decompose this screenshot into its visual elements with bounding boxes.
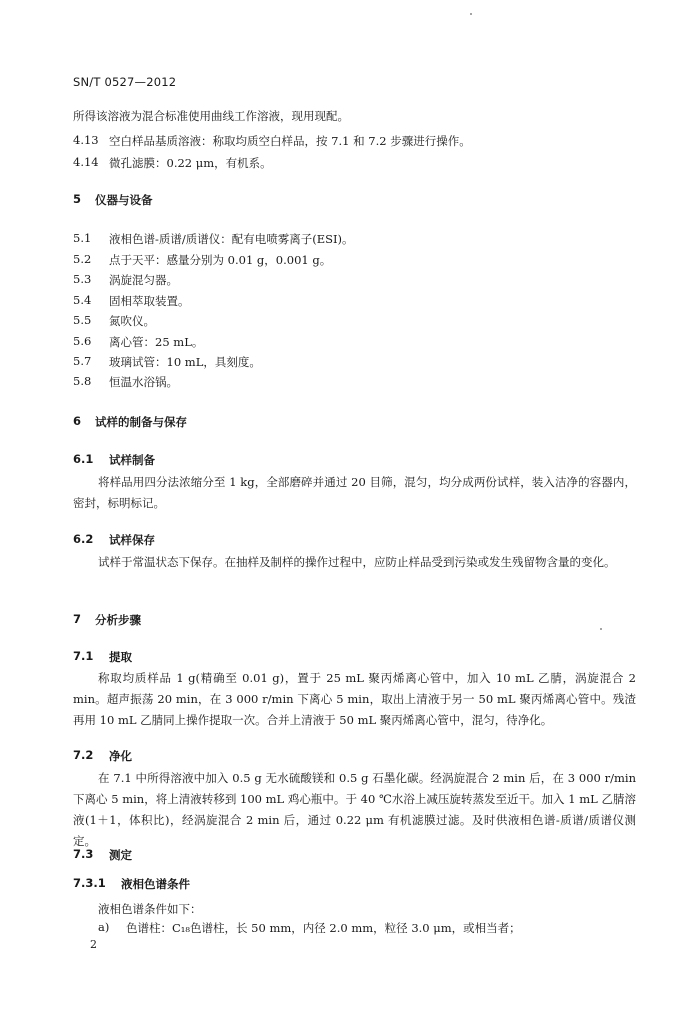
subsection-heading-7-3-1 bbox=[73, 876, 373, 892]
subsection-title: 提取 bbox=[109, 650, 132, 664]
subsection-heading-7-1 bbox=[73, 649, 373, 665]
paragraph-7-1: 称取均质样品 1 g(精确至 0.01 g)，置于 25 mL 聚丙烯离心管中，加入 10 mL 乙腈，涡旋混合 2 min。超声振荡 20 min，在 3 000 r/min 下离心 5 min，取出上清液于另一 50 mL 聚丙烯离心管中。残渣再用 10 mL 乙腈同上操作提取一次。合并上清液于 50 mL 聚丙烯离心管中，混匀，待净化。 bbox=[73, 671, 636, 727]
equipment-item-5-7 bbox=[73, 354, 633, 370]
section-heading-7 bbox=[73, 612, 373, 628]
list-marker: a) bbox=[98, 920, 110, 934]
equipment-item-5-4 bbox=[73, 293, 633, 309]
section-heading-6 bbox=[73, 414, 373, 430]
scan-speck bbox=[470, 13, 472, 15]
section-number: 6 bbox=[73, 414, 82, 428]
item-text: 离心管：25 mL。 bbox=[109, 335, 204, 349]
item-number: 5.5 bbox=[73, 313, 92, 327]
subsection-heading-6-1 bbox=[73, 452, 373, 468]
subsection-number: 6.2 bbox=[73, 532, 94, 546]
paragraph-7-2: 在 7.1 中所得溶液中加入 0.5 g 无水硫酸镁和 0.5 g 石墨化碳。经涡旋混合 2 min 后，在 3 000 r/min 下离心 5 min，将上清液转移到 100 mL 鸡心瓶中。于 40 ℃水浴上减压旋转蒸发至近干。加入 1 mL 乙腈溶液(1＋1，体积比)，经涡旋混合 2 min 后，通过 0.22 μm 有机滤膜过滤。及时供液相色谱-质谱/质谱仪测定。 bbox=[73, 771, 636, 848]
subsection-heading-6-2 bbox=[73, 532, 373, 548]
section-title: 试样的制备与保存 bbox=[95, 415, 187, 429]
subsection-number: 7.1 bbox=[73, 649, 94, 663]
item-number: 5.6 bbox=[73, 334, 92, 348]
equipment-item-5-3 bbox=[73, 272, 633, 288]
equipment-item-5-5 bbox=[73, 313, 633, 329]
subsection-title: 液相色谱条件 bbox=[121, 877, 190, 891]
item-text: 液相色谱-质谱/质谱仪：配有电喷雾离子(ESI)。 bbox=[109, 232, 354, 246]
subsection-title: 试样保存 bbox=[109, 533, 155, 547]
subsection-title: 净化 bbox=[109, 749, 132, 763]
standard-number: SN/T 0527—2012 bbox=[73, 75, 177, 89]
equipment-item-5-6 bbox=[73, 334, 633, 350]
item-number: 5.3 bbox=[73, 272, 92, 286]
page-number: 2 bbox=[90, 938, 97, 951]
item-number: 5.4 bbox=[73, 293, 92, 307]
intro-line: 所得该溶液为混合标准使用曲线工作溶液，现用现配。 bbox=[73, 109, 349, 123]
reagent-item-4-14 bbox=[73, 155, 633, 171]
section-number: 5 bbox=[73, 192, 82, 206]
item-text: 涡旋混匀器。 bbox=[109, 273, 178, 287]
item-text: 玻璃试管：10 mL，具刻度。 bbox=[109, 355, 261, 369]
section-title: 分析步骤 bbox=[95, 613, 141, 627]
subsection-title: 试样制备 bbox=[109, 453, 155, 467]
subsection-heading-7-3 bbox=[73, 847, 373, 863]
item-number: 4.13 bbox=[73, 133, 99, 147]
lc-condition-item-a bbox=[98, 920, 638, 936]
item-number: 4.14 bbox=[73, 155, 99, 169]
reagent-item-4-13 bbox=[73, 133, 633, 149]
item-text: 点于天平：感量分别为 0.01 g，0.001 g。 bbox=[109, 253, 332, 267]
paragraph-6-1: 将样品用四分法浓缩分至 1 kg，全部磨碎并通过 20 目筛，混匀，均分成两份试样，装入洁净的容器内，密封，标明标记。 bbox=[73, 475, 636, 510]
lc-conditions-intro: 液相色谱条件如下： bbox=[98, 902, 202, 916]
item-number: 5.7 bbox=[73, 354, 92, 368]
item-text: 空白样品基质溶液：称取均质空白样品，按 7.1 和 7.2 步骤进行操作。 bbox=[109, 134, 471, 148]
section-number: 7 bbox=[73, 612, 82, 626]
subsection-number: 7.3.1 bbox=[73, 876, 106, 890]
item-text: 氮吹仪。 bbox=[109, 314, 155, 328]
item-number: 5.1 bbox=[73, 231, 92, 245]
item-text: 微孔滤膜：0.22 μm，有机系。 bbox=[109, 156, 272, 170]
subsection-heading-7-2 bbox=[73, 748, 373, 764]
item-number: 5.2 bbox=[73, 252, 92, 266]
section-title: 仪器与设备 bbox=[95, 193, 153, 207]
item-text: 固相萃取装置。 bbox=[109, 294, 190, 308]
equipment-item-5-1 bbox=[73, 231, 633, 247]
section-heading-5 bbox=[73, 192, 373, 208]
paragraph-6-2: 试样于常温状态下保存。在抽样及制样的操作过程中，应防止样品受到污染或发生残留物含量的变化。 bbox=[98, 555, 616, 569]
item-number: 5.8 bbox=[73, 374, 92, 388]
subsection-title: 测定 bbox=[109, 848, 132, 862]
list-item-text: 色谱柱：C₁₈色谱柱，长 50 mm，内径 2.0 mm，粒径 3.0 μm，或相当者； bbox=[126, 921, 521, 935]
item-text: 恒温水浴锅。 bbox=[109, 375, 178, 389]
subsection-number: 7.3 bbox=[73, 847, 94, 861]
subsection-number: 6.1 bbox=[73, 452, 94, 466]
equipment-item-5-8 bbox=[73, 374, 633, 390]
subsection-number: 7.2 bbox=[73, 748, 94, 762]
equipment-item-5-2 bbox=[73, 252, 633, 268]
scan-speck bbox=[600, 628, 602, 630]
